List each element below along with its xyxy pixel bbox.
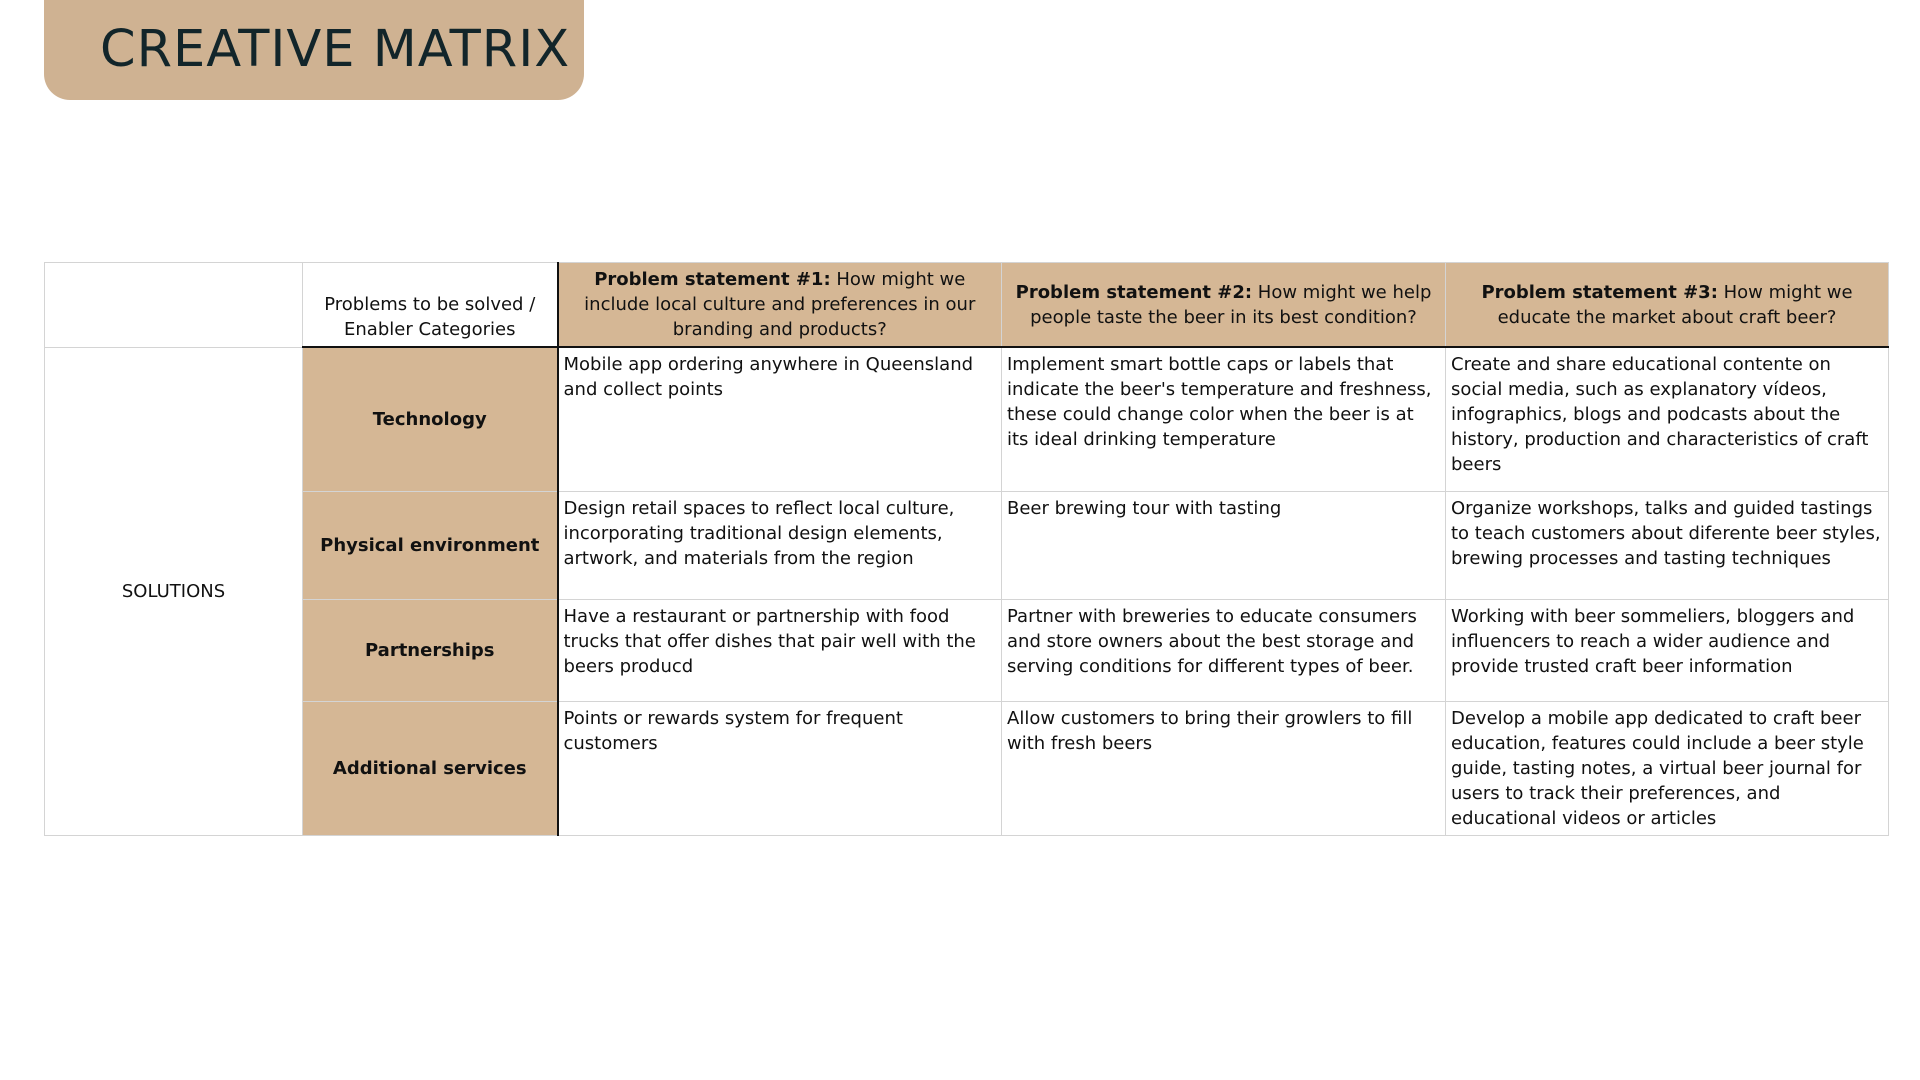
solution-cell: Working with beer sommeliers, bloggers and influencers to reach a wider audience and provide trusted craft beer information [1446, 599, 1889, 701]
table-row [45, 599, 1889, 701]
creative-matrix-table [44, 262, 1889, 836]
problem-statement-3 [1446, 263, 1889, 348]
header-row [45, 263, 1889, 348]
solution-cell: Points or rewards system for frequent customers [558, 701, 1002, 835]
problem-statement-2 [1002, 263, 1446, 348]
problem-statement-label: Problem statement #2: [1015, 281, 1253, 303]
solution-cell: Beer brewing tour with tasting [1002, 491, 1446, 599]
category-technology: Technology [303, 347, 558, 491]
category-partnerships: Partnerships [303, 599, 558, 701]
solution-cell: Mobile app ordering anywhere in Queensland and collect points [558, 347, 1002, 491]
solution-cell: Organize workshops, talks and guided tastings to teach customers about diferente beer styles, brewing processes and tasting techniques [1446, 491, 1889, 599]
solution-cell: Allow customers to bring their growlers to fill with fresh beers [1002, 701, 1446, 835]
title-banner [44, 0, 584, 100]
table-row [45, 701, 1889, 835]
problem-statement-label: Problem statement #3: [1481, 281, 1718, 303]
solution-cell: Have a restaurant or partnership with food trucks that offer dishes that pair well with the beers producd [558, 599, 1002, 701]
category-physical-environment: Physical environment [303, 491, 558, 599]
solution-cell: Partner with breweries to educate consumers and store owners about the best storage and serving conditions for different types of beer. [1002, 599, 1446, 701]
empty-corner-cell [45, 263, 303, 348]
problem-statement-text: How might we educate the market about craft beer? [1497, 281, 1853, 328]
table-row [45, 347, 1889, 491]
solution-cell: Create and share educational contente on social media, such as explanatory vídeos, infographics, blogs and podcasts about the history, production and characteristics of craft beers [1446, 347, 1889, 491]
problem-statement-1 [558, 263, 1002, 348]
category-additional-services: Additional services [303, 701, 558, 835]
solution-cell: Develop a mobile app dedicated to craft beer education, features could include a beer style guide, tasting notes, a virtual beer journal for users to track their preferences, and educational videos or articles [1446, 701, 1889, 835]
solution-cell: Design retail spaces to reflect local culture, incorporating traditional design elements, artwork, and materials from the region [558, 491, 1002, 599]
table-row [45, 491, 1889, 599]
categories-header: Problems to be solved / Enabler Categories [303, 263, 558, 348]
problem-statement-text: How might we help people taste the beer in its best condition? [1030, 281, 1432, 328]
problem-statement-text: How might we include local culture and preferences in our branding and products? [584, 269, 976, 340]
page-title: CREATIVE MATRIX [100, 20, 571, 79]
solutions-label: SOLUTIONS [45, 347, 303, 835]
solution-cell: Implement smart bottle caps or labels that indicate the beer's temperature and freshness, these could change color when the beer is at its ideal drinking temperature [1002, 347, 1446, 491]
problem-statement-label: Problem statement #1: [594, 269, 831, 290]
